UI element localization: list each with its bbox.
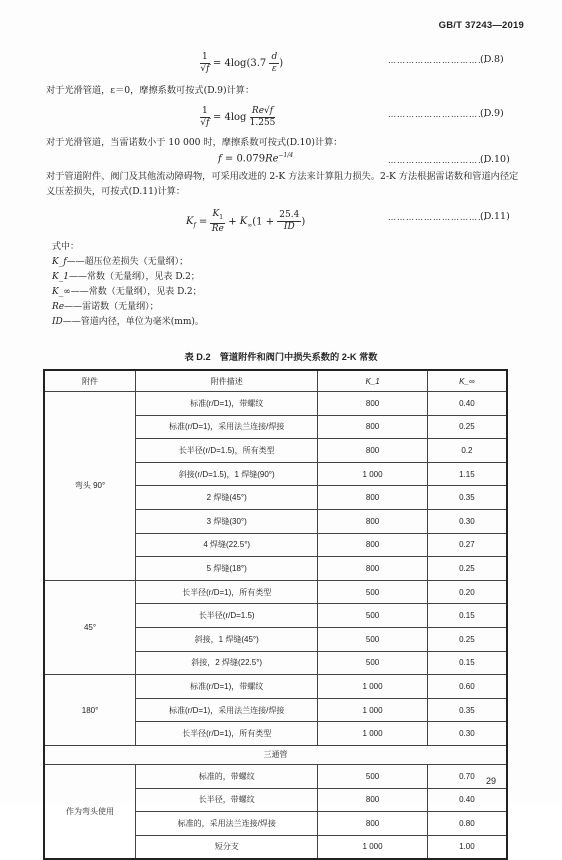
fitting-type-cell: 180° <box>44 675 136 746</box>
k-infinity-cell: 0.70 <box>427 764 507 788</box>
text-smooth-pipe: 对于光滑管道，ε＝0，摩擦系数可按式(D.9)计算： <box>46 85 255 96</box>
equation-d9-number: (D.9) <box>480 108 504 119</box>
table-row <box>44 675 507 699</box>
k1-cell: 800 <box>318 415 427 439</box>
legend-item: K_f——超压位差损失（无量纲）； <box>52 257 189 267</box>
k1-cell: 800 <box>318 557 427 581</box>
fitting-description-cell: 斜接，1 焊缝(45°) <box>136 627 318 651</box>
legend-item: ID——管道内径，单位为毫米(mm)。 <box>52 317 204 327</box>
k-infinity-cell: 1.15 <box>427 462 507 486</box>
k-infinity-cell: 0.15 <box>427 651 507 675</box>
fitting-description-cell: 长半径(r/D=1.5) <box>136 604 318 628</box>
k1-cell: 1 000 <box>318 462 427 486</box>
fitting-description-cell: 短分支 <box>136 835 318 859</box>
table-caption: 表 D.2 管道附件和阀门中损失系数的 2-K 常数 <box>184 352 378 362</box>
k1-cell: 1 000 <box>318 675 427 699</box>
fitting-description-cell: 标准(r/D=1)，带螺纹 <box>136 675 318 699</box>
equation-d11-formula: $K_f$ = $\frac{K_1}{Re}$ + $K_\infty(1$ + $\frac{25.4}{ID}$ ) <box>186 209 306 234</box>
k1-cell: 500 <box>318 764 427 788</box>
column-header: 附件描述 <box>136 370 318 392</box>
text-smooth-reynolds: 对于光滑管道，当雷诺数小于 10 000 时，摩擦系数可按式(D.10)计算： <box>46 137 343 148</box>
table-row <box>44 580 507 604</box>
fitting-description-cell: 4 焊缝(22.5°) <box>136 533 318 557</box>
equation-d11-number: (D.11) <box>480 211 510 222</box>
k1-cell: 800 <box>318 486 427 510</box>
fitting-description-cell: 3 焊缝(30°) <box>136 509 318 533</box>
fitting-description-cell: 长半径(r/D=1)，所有类型 <box>136 580 318 604</box>
fitting-description-cell: 长半径(r/D=1)，所有类型 <box>136 722 318 746</box>
k-infinity-cell: 1.00 <box>427 835 507 859</box>
legend-item: Re——雷诺数（无量纲）； <box>52 302 159 312</box>
k-infinity-cell: 0.20 <box>427 580 507 604</box>
text-fittings: 对于管道附件、阀门及其他流动障碍物，可采用改进的 2-K 方法来计算阻力损失。2-K 方法根据雷诺数和管道内径定义压差损失，可按式(D.11)计算： <box>46 171 519 197</box>
table-row <box>44 392 507 416</box>
k1-cell: 1 000 <box>318 698 427 722</box>
column-header: K_∞ <box>427 370 507 392</box>
fitting-type-cell: 弯头 90° <box>44 392 136 581</box>
fitting-description-cell: 长半径(r/D=1.5)，所有类型 <box>136 439 318 463</box>
equation-d10-formula: $f = 0.079Re^{-1/4}$ <box>218 152 294 165</box>
k-infinity-cell: 0.25 <box>427 557 507 581</box>
table-row <box>44 764 507 788</box>
k1-cell: 500 <box>318 604 427 628</box>
fitting-description-cell: 标准的，采用法兰连接/焊接 <box>136 812 318 836</box>
k1-cell: 800 <box>318 392 427 416</box>
k1-cell: 800 <box>318 509 427 533</box>
k-infinity-cell: 0.2 <box>427 439 507 463</box>
fitting-description-cell: 标准的，带螺纹 <box>136 764 318 788</box>
fitting-description-cell: 标准(r/D=1)，采用法兰连接/焊接 <box>136 415 318 439</box>
equation-d11: $K_f$ = $\frac{K_1}{Re}$ + $K_\infty(1$ + $\frac{25.4}{ID}$ ) …………………………… (D.11) <box>186 209 510 234</box>
k-infinity-cell: 0.25 <box>427 415 507 439</box>
table-header-row <box>44 370 507 392</box>
symbol-legend <box>52 240 204 330</box>
k-infinity-cell: 0.30 <box>427 509 507 533</box>
legend-item: K_1——常数（无量纲），见表 D.2； <box>52 272 200 282</box>
fitting-description-cell: 标准(r/D=1)，采用法兰连接/焊接 <box>136 698 318 722</box>
k1-cell: 500 <box>318 651 427 675</box>
fitting-description-cell: 5 焊缝(18°) <box>136 557 318 581</box>
k-infinity-cell: 0.35 <box>427 698 507 722</box>
k1-cell: 800 <box>318 812 427 836</box>
fitting-type-cell: 作为弯头使用 <box>44 764 136 859</box>
fitting-description-cell: 标准(r/D=1)，带螺纹 <box>136 392 318 416</box>
k1-cell: 800 <box>318 439 427 463</box>
k-infinity-cell: 0.30 <box>427 722 507 746</box>
standard-number: GB/T 37243—2019 <box>438 20 524 31</box>
column-header: K_1 <box>318 370 427 392</box>
section-title-cell: 三通管 <box>44 745 507 764</box>
fitting-description-cell: 斜接(r/D=1.5)，1 焊缝(90°) <box>136 462 318 486</box>
k1-cell: 1 000 <box>318 722 427 746</box>
k-infinity-cell: 0.60 <box>427 675 507 699</box>
k-infinity-cell: 0.25 <box>427 627 507 651</box>
k-infinity-cell: 0.35 <box>427 486 507 510</box>
equation-d9: $\frac{1}{√f}$ = 4log $\frac{Re√f}{1.255}$ …………………………… (D.9) <box>200 106 504 128</box>
k1-cell: 800 <box>318 788 427 812</box>
equation-d10-number: (D.10) <box>480 154 510 165</box>
k-infinity-cell: 0.40 <box>427 392 507 416</box>
page-number: 29 <box>486 776 497 786</box>
column-header: 附件 <box>44 370 136 392</box>
equation-d8: $\frac{1}{√f}$ = 4log(3.7 $\frac{d}{\varepsilon}$ ) …………………………… (D.8) <box>200 52 504 74</box>
k-infinity-cell: 0.15 <box>427 604 507 628</box>
fitting-description-cell: 长半径，带螺纹 <box>136 788 318 812</box>
equation-d9-formula: $\frac{1}{√f}$ = 4log $\frac{Re√f}{1.255}$ <box>200 106 276 128</box>
k-infinity-cell: 0.40 <box>427 788 507 812</box>
fitting-type-cell: 45° <box>44 580 136 674</box>
legend-title: 式中： <box>52 242 80 252</box>
k-infinity-cell: 0.80 <box>427 812 507 836</box>
legend-item: K_∞——常数（无量纲），见表 D.2； <box>52 287 202 297</box>
equation-d8-number: (D.8) <box>480 54 504 65</box>
k1-cell: 500 <box>318 580 427 604</box>
equation-d10: $f = 0.079Re^{-1/4}$ …………………………… (D.10) <box>218 152 510 165</box>
fitting-description-cell: 2 焊缝(45°) <box>136 486 318 510</box>
table-section-row <box>44 745 507 764</box>
equation-d8-formula: $\frac{1}{√f}$ = 4log(3.7 $\frac{d}{\varepsilon}$ ) <box>200 52 284 74</box>
fitting-description-cell: 斜接，2 焊缝(22.5°) <box>136 651 318 675</box>
k-infinity-cell: 0.27 <box>427 533 507 557</box>
k1-cell: 500 <box>318 627 427 651</box>
k1-cell: 1 000 <box>318 835 427 859</box>
loss-coefficient-table <box>43 369 508 860</box>
k1-cell: 800 <box>318 533 427 557</box>
